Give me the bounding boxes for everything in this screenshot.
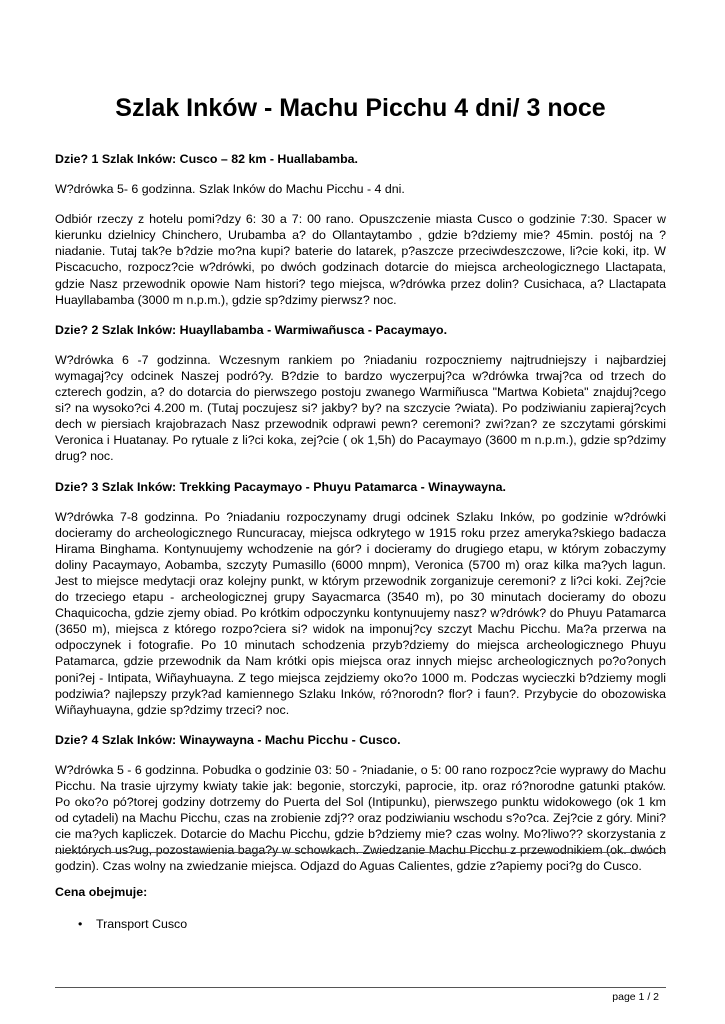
day-1-heading: Dzie? 1 Szlak Inków: Cusco – 82 km - Huallabamba. bbox=[55, 152, 358, 166]
day-2-heading: Dzie? 2 Szlak Inków: Huayllabamba - Warmiwañusca - Pacaymayo. bbox=[55, 322, 448, 337]
day-4-description: W?drówka 5 - 6 godzinna. Pobudka o godzinie 03: 50 - ?niadanie, o 5: 00 rano rozpocz?cie wyprawy do Machu Picchu. Na trasie ujrzymy kwiaty takie jak: begonie, storczyki, paprocie, itp. oraz ró?norodne gatunki ptaków. Po oko?o pó?torej godziny dotrzemy do Puerta del Sol (Intipunku), pierwszego punktu widokowego (ok 1 km od cytadeli) na Machu Picchu, czas na zrobienie zdj?? oraz podziwianiu wschodu s?o?ca. Zej?cie z góry. Mini?cie ma?ych kapliczek. Dotarcie do Machu Picchu, gdzie b?dziemy mie? czas wolny. Mo?liwo?? skorzystania z niektórych us?ug, pozostawienia baga?y w schowkach. Zwiedzanie Machu Picchu z przewodnikiem (ok. dwóch godzin). Czas wolny na zwiedzanie miejsca. Odjazd do Aguas Calientes, gdzie z?apiemy poci?g do Cusco. bbox=[55, 762, 666, 874]
day-1-summary: W?drówka 5- 6 godzinna. Szlak Inków do Machu Picchu - 4 dni. bbox=[55, 182, 405, 197]
page-number: page 1 / 2 bbox=[612, 991, 659, 1003]
section-divider bbox=[55, 852, 666, 853]
day-3-description: W?drówka 7-8 godzinna. Po ?niadaniu rozpoczynamy drugi odcinek Szlaku Inków, po godzinie w?drówki docieramy do archeologicznego Runcuracay, miejsca odkrytego w 1915 roku przez ameryka?skiego badacza Hirama Binghama. Kontynuujemy wchodzenie na gór? i docieramy do drugiego etapu, w którym zobaczymy doliny Pacaymayo, Aobamba, szczyty Pumasillo (6000 mnpm), Veronica (5700 m) oraz kilka ma?ych lagun. Jest to miejsce medytacji oraz kolejny punkt, w którym przewodnik zorganizuje ceremoni? z li?ci koki. Zej?cie do trzeciego etapu - archeologicznej grupy Sayacmarca (3540 m), po 30 minutach docieramy do obozu Chaquicocha, gdzie zjemy obiad. Po krótkim odpoczynku kontynuujemy nasz? w?drówk? do Phuyu Patamarca (3650 m), miejsca z którego rozpo?ciera si? widok na imponuj?cy szczyt Machu Picchu. Ma?a przerwa na odpoczynek i fotografie. Po 10 minutach schodzenia przyb?dziemy do miejsca archeologicznego Phuyu Patamarca, gdzie przewodnik da Nam krótki opis miejsca oraz innych miejsc archeologicznych po?o?onych poni?ej - Intipata, Wiñayhuayna. Z tego miejsca zejdziemy oko?o 1000 m. Podczas wycieczki b?dziemy mogli podziwia? najlepszy przyk?ad kamiennego Szlaku Inków, ró?norodn? flor? i faun?. Przybycie do obozowiska Wiñayhuayna, gdzie sp?dzimy trzeci? noc. bbox=[55, 509, 666, 717]
document-title: Szlak Inków - Machu Picchu 4 dni/ 3 noce bbox=[115, 94, 606, 122]
list-item: • Transport Cusco bbox=[78, 917, 187, 931]
day-1-description: Odbiór rzeczy z hotelu pomi?dzy 6: 30 a 7: 00 rano. Opuszczenie miasta Cusco o godzinie 7:30. Spacer w kierunku dzielnicy Chinchero, Urubamba a? do Ollantaytambo , gdzie b?dziemy mie? 45min. postój na ?niadanie. Tutaj tak?e b?dzie mo?na kupi? baterie do latarek, p?aszcze przeciwdeszczowe, li?cie koki, itp. W Piscacucho, rozpocz?cie w?drówki, po dwóch godzinach dotarcie do miejsca archeologicznego Llactapata, gdzie Nasz przewodnik opowie Nam histori? tego miejsca, w?drówka przez dolin? Cusichaca, a? Llactapata Huayllabamba (3000 m n.p.m.), gdzie sp?dzimy pierwsz? noc. bbox=[55, 212, 666, 307]
footer-divider bbox=[55, 987, 666, 988]
day-3-heading: Dzie? 3 Szlak Inków: Trekking Pacaymayo - Phuyu Patamarca - Winaywayna. bbox=[55, 479, 506, 494]
day-2-description: W?drówka 6 -7 godzinna. Wczesnym rankiem po ?niadaniu rozpoczniemy najtrudniejszy i najbardziej wymagaj?cy odcinek Naszej podró?y. B?dzie to bardzo wyczerpuj?ca w?drówka trwaj?ca od trzech do czterech godzin, a? do dotarcia do pierwszego postoju zwanego Warmiñusca "Martwa Kobieta" znajduj?cego si? na wysoko?ci 4.200 m. (Tutaj poczujesz si? jakby? by? na szczycie ?wiata). Po podziwianiu zapieraj?cych dech w piersiach krajobrazach Nasz przewodnik odprawi pewn? ceremoni? zwi?zan? ze szczytami górskimi Veronica i Huatanay. Po rytuale z li?ci koka, zej?cie ( ok 1,5h) do Pacaymayo (3600 m n.p.m.), gdzie sp?dzimy drug? noc. bbox=[55, 352, 666, 464]
price-heading: Cena obejmuje: bbox=[55, 885, 148, 899]
price-list bbox=[78, 917, 187, 931]
itinerary-content bbox=[55, 151, 666, 889]
day-4-heading: Dzie? 4 Szlak Inków: Winaywayna - Machu Picchu - Cusco. bbox=[55, 732, 401, 747]
